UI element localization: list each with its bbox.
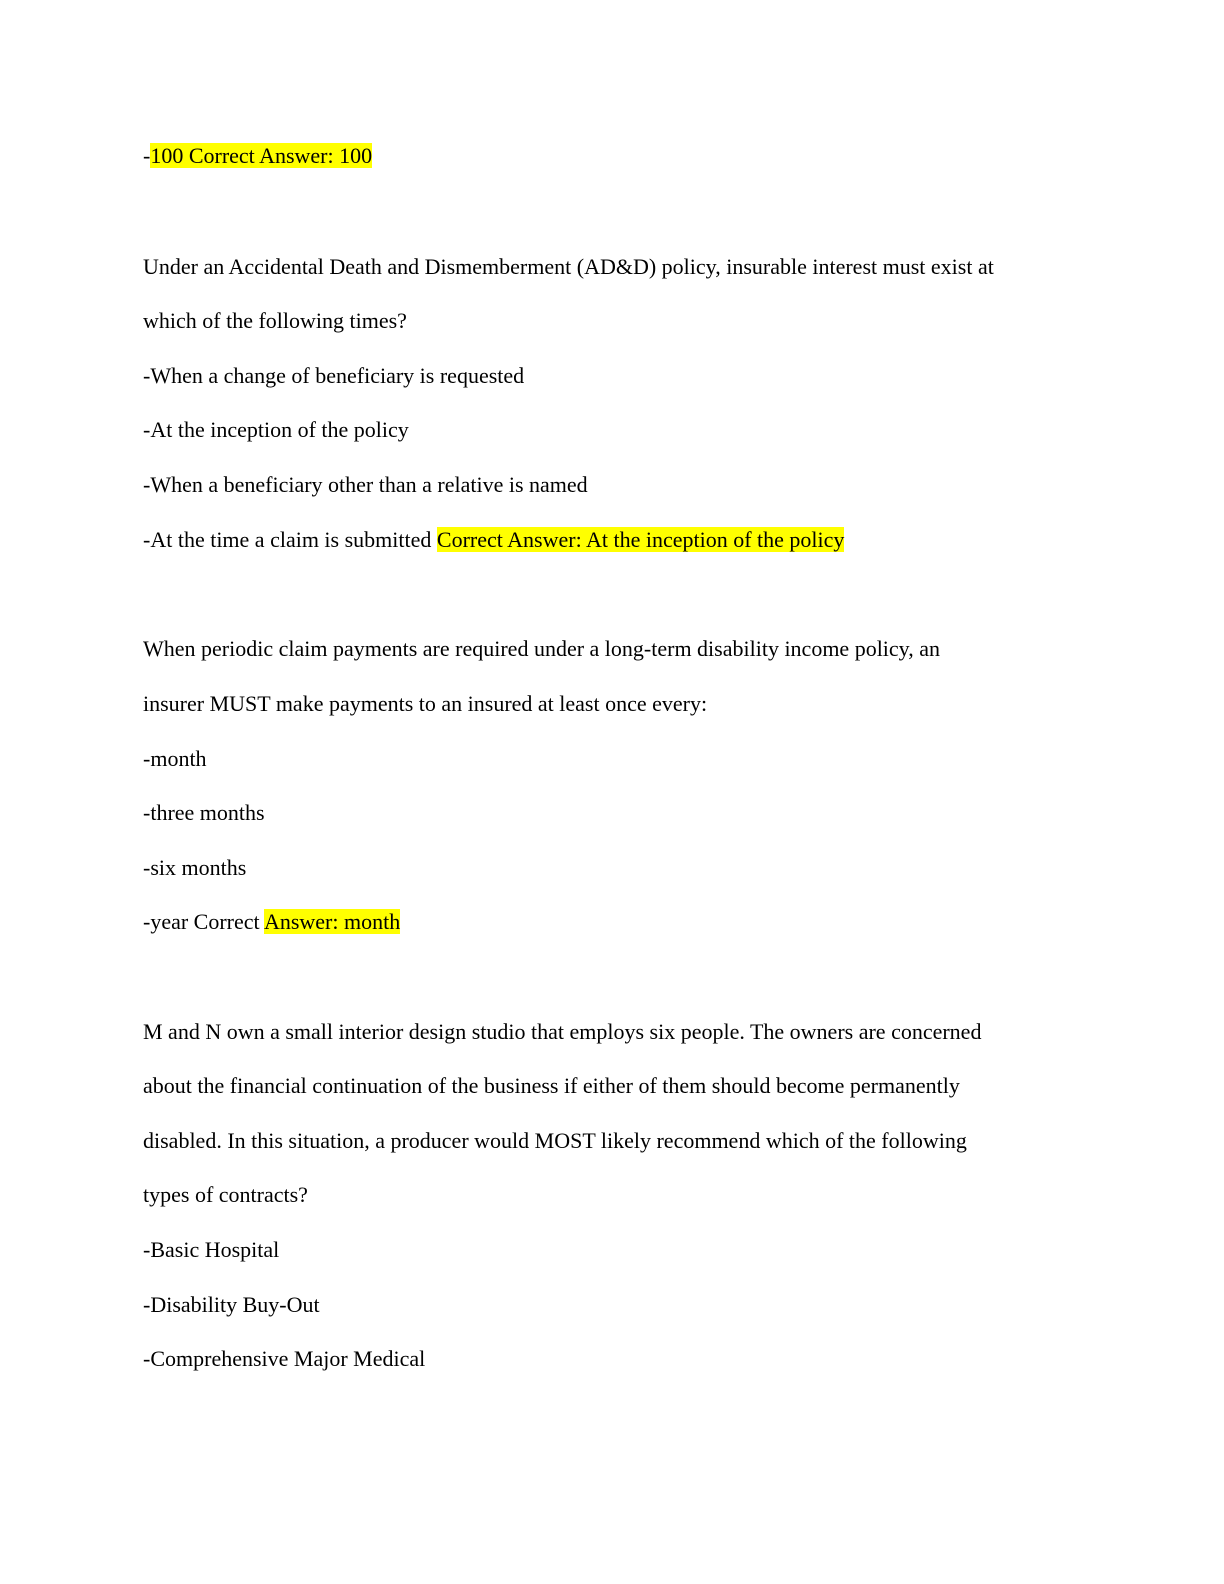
- q2-correct-answer: Answer: month: [263, 909, 401, 934]
- q0-prefix: -: [143, 143, 151, 168]
- q1-option-4: -At the time a claim is submitted: [143, 527, 432, 552]
- q3-option-1: -Basic Hospital: [143, 1237, 280, 1262]
- q2-option-4: -year Correct: [143, 909, 260, 934]
- q1-option-4-line: [143, 526, 844, 554]
- q2-question-line-1: When periodic claim payments are required under a long-term disability income policy, an: [143, 636, 941, 661]
- q3-question-line-3: disabled. In this situation, a producer would MOST likely recommend which of the following: [143, 1128, 967, 1153]
- q1-option-2: -At the inception of the policy: [143, 417, 409, 442]
- q2-option-4-line: [143, 908, 400, 936]
- q2-option-1: -month: [143, 746, 207, 771]
- q1-option-1: -When a change of beneficiary is requested: [143, 363, 525, 388]
- q2-question-line-2: insurer MUST make payments to an insured at least once every:: [143, 691, 708, 716]
- q0-answer-line: [143, 142, 372, 170]
- q0-answer-highlight: 100 Correct Answer: 100: [150, 143, 373, 168]
- q1-option-3: -When a beneficiary other than a relative is named: [143, 472, 588, 497]
- q2-option-2: -three months: [143, 800, 265, 825]
- q3-question-line-2: about the financial continuation of the business if either of them should become permanently: [143, 1073, 960, 1098]
- q3-option-2: -Disability Buy-Out: [143, 1292, 320, 1317]
- q3-question-line-1: M and N own a small interior design studio that employs six people. The owners are concerned: [143, 1019, 982, 1044]
- q3-option-3: -Comprehensive Major Medical: [143, 1346, 426, 1371]
- q2-option-3: -six months: [143, 855, 247, 880]
- q1-question-line-2: which of the following times?: [143, 308, 407, 333]
- q1-correct-answer: Correct Answer: At the inception of the policy: [436, 527, 845, 552]
- q1-question-line-1: Under an Accidental Death and Dismemberment (AD&D) policy, insurable interest must exist at: [143, 254, 994, 279]
- q3-question-line-4: types of contracts?: [143, 1182, 308, 1207]
